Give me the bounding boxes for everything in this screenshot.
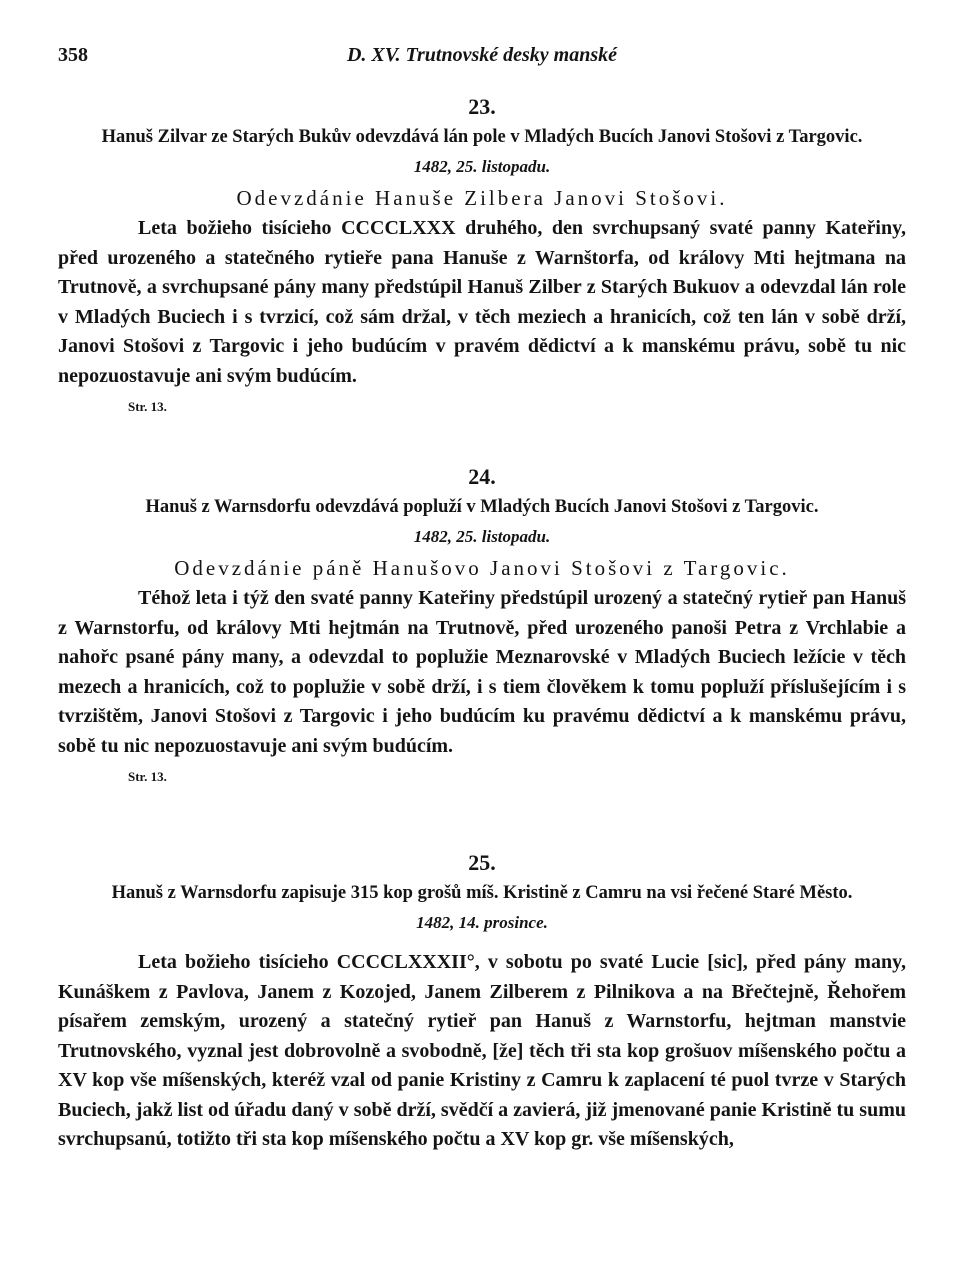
entry-24 (58, 462, 906, 787)
entry-summary: Hanuš Zilvar ze Starých Bukův odevzdává lán pole v Mladých Bucích Janovi Stošovi z Targovic. (101, 127, 863, 147)
entry-summary: Hanuš z Warnsdorfu odevzdává popluží v Mladých Bucích Janovi Stošovi z Targovic. (145, 497, 819, 517)
entry-number: 23. (468, 94, 496, 119)
page-header (58, 44, 906, 74)
entry-text: Leta božieho tisícieho CCCCLXXX druhého, den svrchupsaný svaté panny Kateřiny, před urozeného a statečného rytieře pana Hanuše z Warnštorfa, od královy Mti hejtmana na Trutnově, a svrchupsané pány many předstúpil Hanuš Zilber z Starých Bukuov a odevzdal lán role v Mladých Buciech i s tvrzicí, což sám držal, v těch meziech a hranicích, což ten lán v sobě drží, Janovi Stošovi z Targovic i jeho budúcím v pravém dědictví a k manskému právu, sobě tu nic nepozuostavuje ani svým budúcím. (58, 217, 906, 387)
page-number: 358 (58, 44, 88, 66)
entry-reference: Str. 13. (128, 399, 167, 414)
entry-date: 1482, 25. listopadu. (413, 527, 551, 546)
entry-number: 25. (468, 850, 496, 875)
entry-summary: Hanuš z Warnsdorfu zapisuje 315 kop grošů míš. Kristině z Camru na vsi řečené Staré Město. (111, 883, 853, 903)
entry-date: 1482, 25. listopadu. (413, 157, 551, 176)
entry-text: Leta božieho tisícieho CCCCLXXXII°, v sobotu po svaté Lucie [sic], před pány many, Kunáškem z Pavlova, Janem z Kozojed, Janem Zilberem z Pilnikova a na Břečtejně, Řehořem písařem zemským, urozený a statečný rytieř pan Hanuš z Warnstorfu, hejtman manstvie Trutnovského, vyznal jest dobrovolně a svobodně, [že] těch tři sta kop grošuov míšenského počtu a XV kop vše míšenských, kteréž vzal od panie Kristiny z Camru k zaplacení té puol tvrze v Starých Buciech, jakž list od úřadu daný v sobě drží, svědčí a zavierá, již jmenované panie Kristině tu sumu svrchupsanú, totižto tři sta kop míšenského počtu a XV kop gr. vše míšenských, (58, 951, 906, 1150)
entry-title: Odevzdánie Hanuše Zilbera Janovi Stošovi. (236, 186, 728, 210)
entry-23 (58, 92, 906, 417)
entry-25 (58, 848, 906, 1155)
entry-reference: Str. 13. (128, 769, 167, 784)
entry-title: Odevzdánie páně Hanušovo Janovi Stošovi z Targovic. (174, 556, 790, 580)
entry-text: Téhož leta i týž den svaté panny Kateřiny předstúpil urozený a statečný rytieř pan Hanuš z Warnstorfu, od královy Mti hejtmán na Trutnově, před urozeného panoši Petra z Vrchlabie a nahořc psané pány many, a odevzdal to poplužie Meznarovské v Mladých Buciech ležície v těch mezech a hranicích, což to poplužie v sobě drží, i s tiem člověkem k tomu popluží příslušejícím i s tvrzištěm, Janovi Stošovi z Targovic i jeho budúcím ku pravému dědictví a k manskému právu, sobě tu nic nepozuostavuje ani svým budúcím. (58, 587, 906, 757)
running-title: D. XV. Trutnovské desky manské (346, 44, 618, 66)
entry-date: 1482, 14. prosince. (416, 913, 548, 932)
entry-number: 24. (468, 464, 496, 489)
